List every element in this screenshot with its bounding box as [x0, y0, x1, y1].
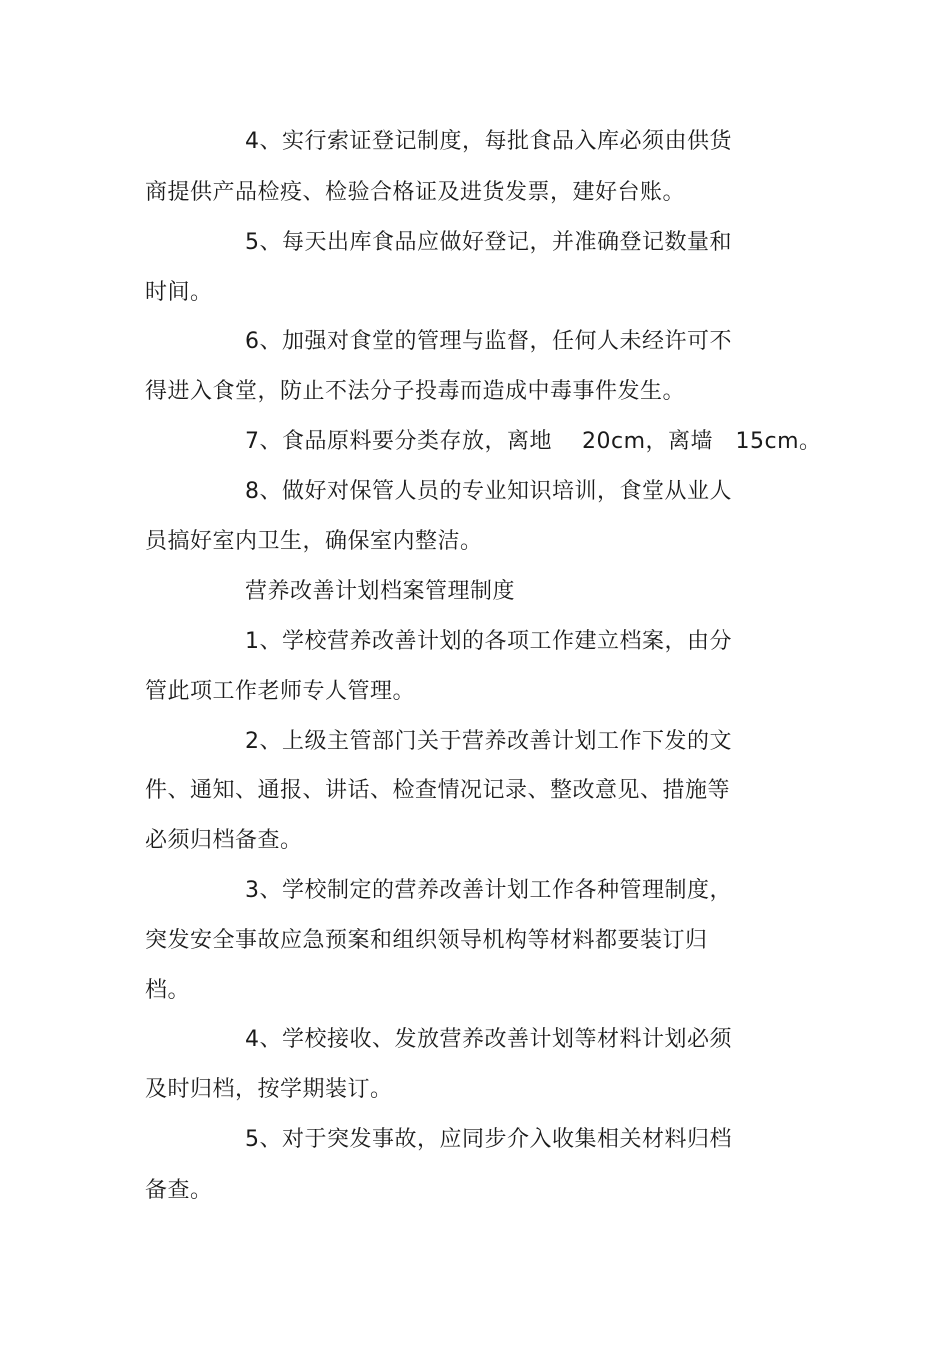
- text-line: 档。: [145, 978, 191, 1003]
- text-line: 管此项工作老师专人管理。: [145, 679, 416, 704]
- text-line: 必须归档备查。: [145, 828, 303, 853]
- section-heading: 营养改善计划档案管理制度: [245, 579, 516, 604]
- text-line: 及时归档，按学期装订。: [145, 1077, 393, 1102]
- text-line: 商提供产品检疫、检验合格证及进货发票，建好台账。: [145, 180, 686, 205]
- text-line: 件、通知、通报、讲话、检查情况记录、整改意见、措施等: [145, 778, 731, 803]
- text-line: 时间。: [145, 280, 213, 305]
- text-line: 备查。: [145, 1178, 213, 1203]
- text-line: 得进入食堂，防止不法分子投毒而造成中毒事件发生。: [145, 379, 686, 404]
- text-line: 3、学校制定的营养改善计划工作各种管理制度，: [245, 878, 732, 903]
- text-line: 2、上级主管部门关于营养改善计划工作下发的文: [245, 729, 732, 754]
- text-line: 5、对于突发事故，应同步介入收集相关材料归档: [245, 1127, 732, 1152]
- text-line: 5、每天出库食品应做好登记，并准确登记数量和: [245, 230, 732, 255]
- text-line: 员搞好室内卫生，确保室内整洁。: [145, 529, 483, 554]
- text-line: 6、加强对食堂的管理与监督，任何人未经许可不: [245, 329, 732, 354]
- text-line: 突发安全事故应急预案和组织领导机构等材料都要装订归: [145, 928, 708, 953]
- text-line: 4、实行索证登记制度，每批食品入库必须由供货: [245, 129, 732, 154]
- text-line: 1、学校营养改善计划的各项工作建立档案，由分: [245, 629, 732, 654]
- text-line: 8、做好对保管人员的专业知识培训，食堂从业人: [245, 479, 732, 504]
- text-line: 7、食品原料要分类存放，离地 20cm，离墙 15cm。: [245, 429, 822, 454]
- text-line: 4、学校接收、发放营养改善计划等材料计划必须: [245, 1027, 732, 1052]
